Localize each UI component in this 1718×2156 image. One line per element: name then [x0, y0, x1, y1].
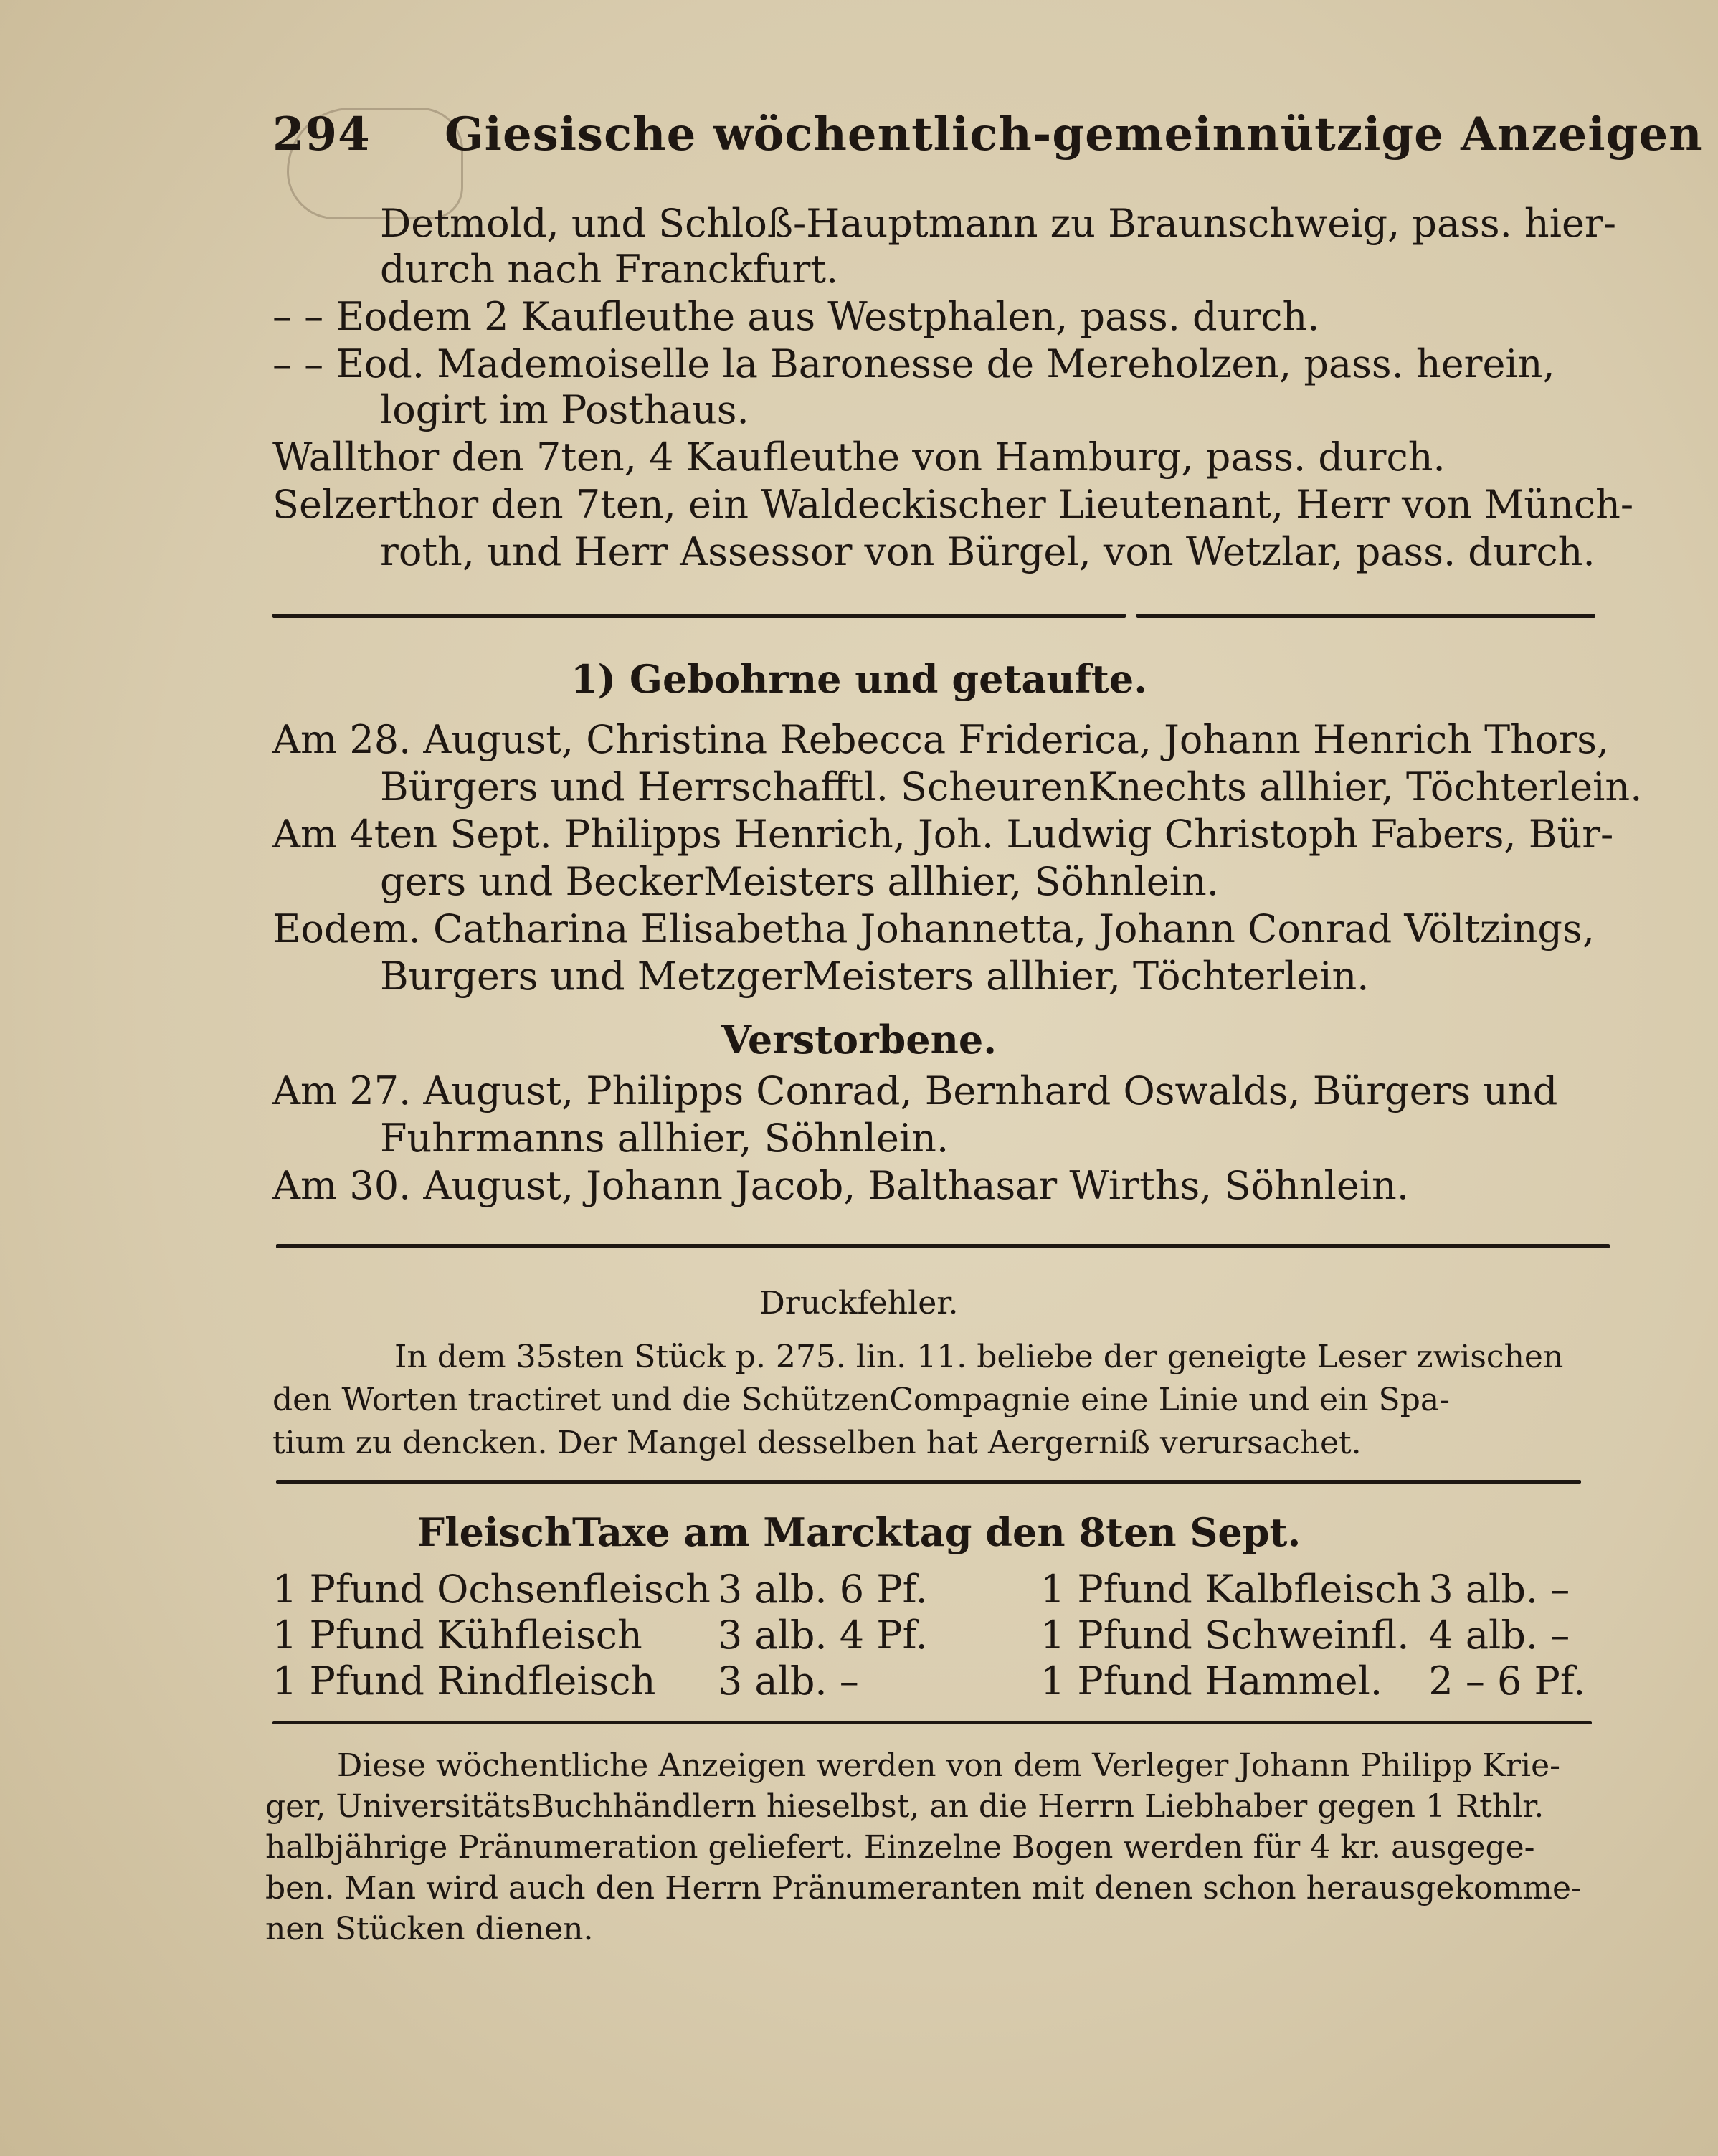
- table-row: [272, 1658, 1593, 1704]
- errata-line: In dem 35sten Stück p. 275. lin. 11. beliebe der geneigte Leser zwischen: [394, 1339, 1564, 1375]
- meat-price: 2 – 6 Pf.: [1428, 1658, 1586, 1704]
- section-divider: [272, 614, 1126, 618]
- passage-line: Selzerthor den 7ten, ein Waldeckischer Lieutenant, Herr von Münch-: [272, 482, 1634, 527]
- section-divider: [276, 1480, 1581, 1484]
- meat-item: 1 Pfund Kalbfleisch: [1040, 1567, 1422, 1612]
- footer-line: Diese wöchentliche Anzeigen werden von dem Verleger Johann Philipp Krie-: [337, 1747, 1560, 1784]
- footer-line: ben. Man wird auch den Herrn Pränumeranten mit denen schon herausgekomme-: [265, 1870, 1582, 1906]
- passage-line: Wallthor den 7ten, 4 Kaufleuthe von Hamburg, pass. durch.: [272, 434, 1446, 480]
- passage-line: roth, und Herr Assessor von Bürgel, von Wetzlar, pass. durch.: [380, 529, 1595, 574]
- section-divider: [272, 1721, 1592, 1724]
- errata-line: den Worten tractiret und die SchützenCompagnie eine Linie und ein Spa-: [272, 1382, 1450, 1418]
- deaths-heading: Verstorbene.: [721, 1017, 997, 1063]
- meat-price: 3 alb. 6 Pf.: [717, 1567, 928, 1612]
- section-divider: [276, 1244, 1610, 1248]
- deaths-line: Am 30. August, Johann Jacob, Balthasar Wirths, Söhnlein.: [272, 1163, 1409, 1208]
- page-header: [272, 108, 1703, 161]
- footer-line: ger, UniversitätsBuchhändlern hieselbst, an die Herrn Liebhaber gegen 1 Rthlr.: [265, 1788, 1544, 1825]
- meat-tax-heading: FleischTaxe am Marcktag den 8ten Sept.: [417, 1509, 1301, 1555]
- births-heading: 1) Gebohrne und getaufte.: [570, 656, 1147, 702]
- deaths-line: Fuhrmanns allhier, Söhnlein.: [380, 1116, 949, 1161]
- meat-price: 3 alb. –: [1428, 1567, 1570, 1612]
- table-row: [272, 1567, 1593, 1613]
- births-line: Eodem. Catharina Elisabetha Johannetta, Johann Conrad Völtzings,: [272, 906, 1595, 951]
- errata-heading: Druckfehler.: [759, 1285, 959, 1321]
- meat-item: 1 Pfund Kühfleisch: [272, 1613, 642, 1658]
- footer-line: halbjährige Pränumeration geliefert. Einzelne Bogen werden für 4 kr. ausgege-: [265, 1829, 1535, 1866]
- meat-price: 3 alb. –: [717, 1658, 859, 1704]
- births-line: Am 28. August, Christina Rebecca Friderica, Johann Henrich Thors,: [272, 717, 1610, 762]
- table-row: [272, 1613, 1593, 1658]
- errata-line: tium zu dencken. Der Mangel desselben hat Aergerniß verursachet.: [272, 1425, 1362, 1461]
- passage-line: durch nach Franckfurt.: [380, 247, 839, 292]
- meat-item: 1 Pfund Ochsenfleisch: [272, 1567, 711, 1612]
- passage-line: logirt im Posthaus.: [380, 387, 749, 432]
- passage-line: – – Eodem 2 Kaufleuthe aus Westphalen, pass. durch.: [272, 294, 1320, 339]
- meat-item: 1 Pfund Rindfleisch: [272, 1658, 656, 1704]
- births-line: gers und BeckerMeisters allhier, Söhnlein.: [380, 859, 1219, 904]
- page-number: 294: [272, 108, 371, 161]
- footer-line: nen Stücken dienen.: [265, 1911, 594, 1947]
- births-line: Bürgers und Herrschafftl. ScheurenKnechts allhier, Töchterlein.: [380, 764, 1643, 809]
- meat-item: 1 Pfund Schweinfl.: [1040, 1613, 1410, 1658]
- deaths-line: Am 27. August, Philipps Conrad, Bernhard Oswalds, Bürgers und: [272, 1068, 1558, 1113]
- meat-price: 4 alb. –: [1428, 1613, 1570, 1658]
- births-line: Burgers und MetzgerMeisters allhier, Töchterlein.: [380, 954, 1370, 999]
- meat-tax-table: [272, 1567, 1593, 1704]
- passage-line: Detmold, und Schloß-Hauptmann zu Braunschweig, pass. hier-: [380, 201, 1616, 246]
- births-line: Am 4ten Sept. Philipps Henrich, Joh. Ludwig Christoph Fabers, Bür-: [272, 812, 1614, 857]
- section-divider: [1136, 614, 1595, 618]
- publication-title: Giesische wöchentlich-gemeinnützige Anzeigen: [445, 108, 1703, 161]
- passage-line: – – Eod. Mademoiselle la Baronesse de Mereholzen, pass. herein,: [272, 341, 1555, 386]
- meat-price: 3 alb. 4 Pf.: [717, 1613, 928, 1658]
- meat-item: 1 Pfund Hammel.: [1040, 1658, 1383, 1704]
